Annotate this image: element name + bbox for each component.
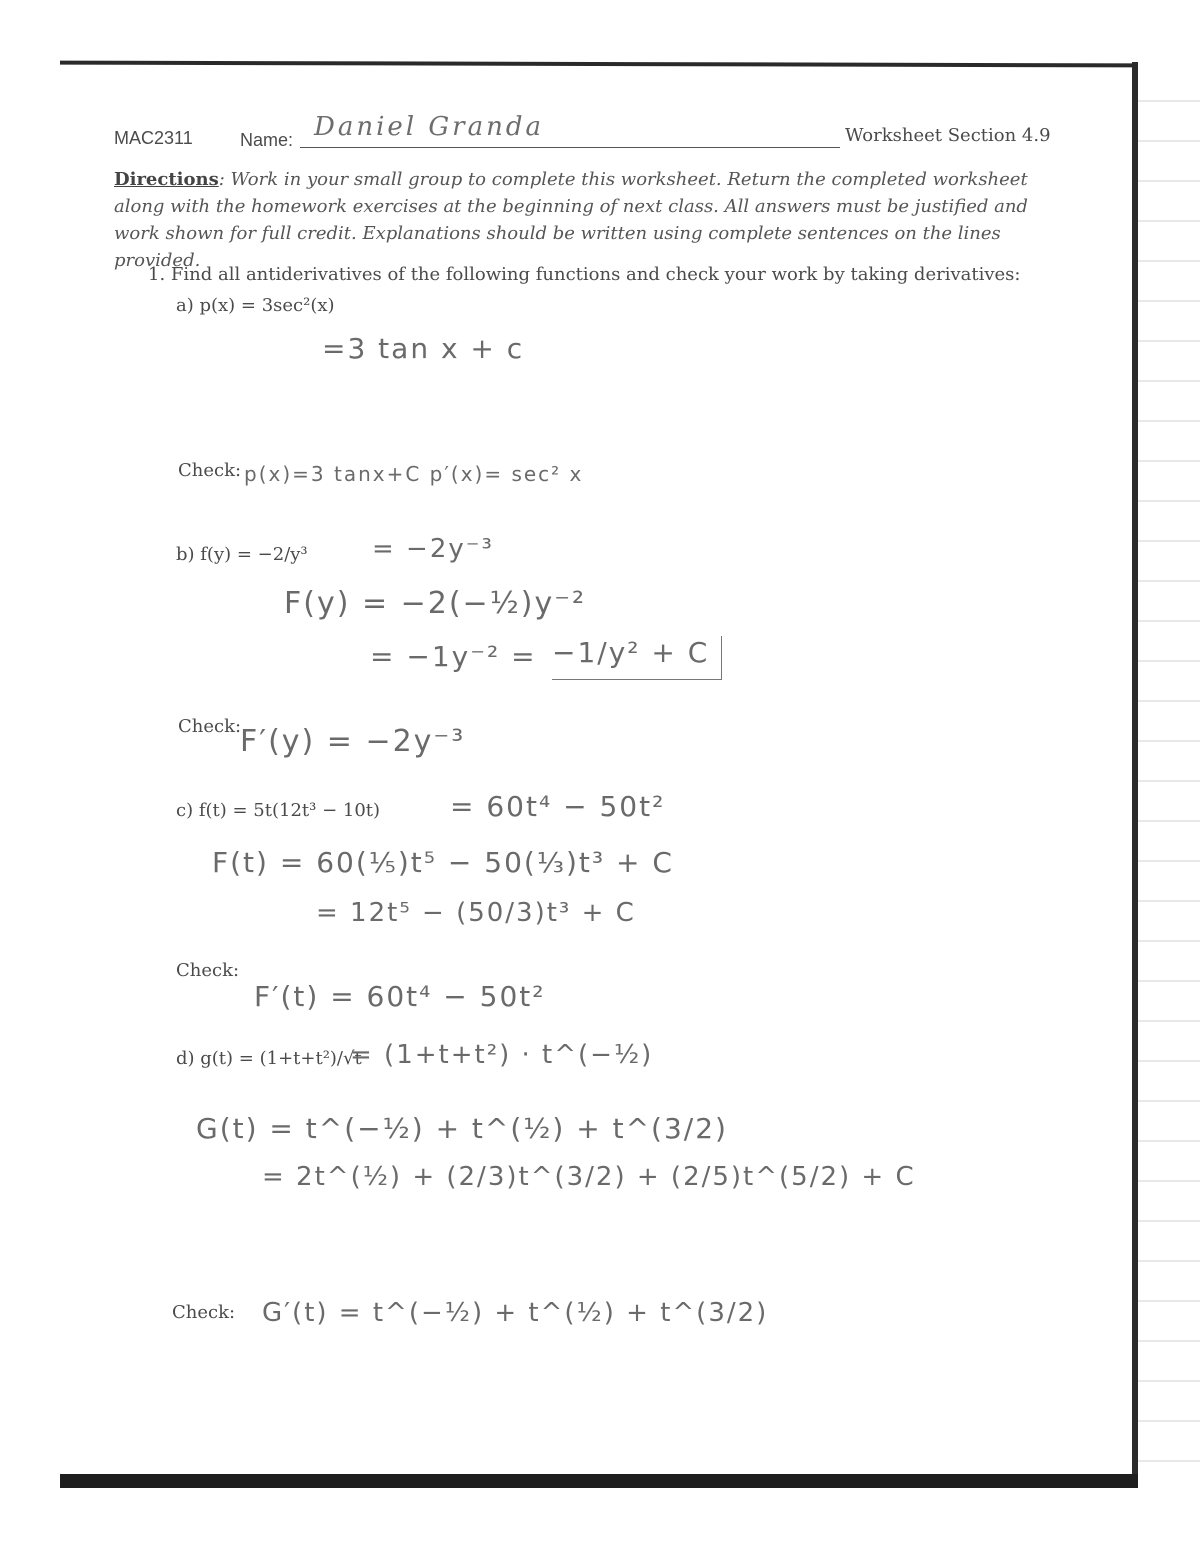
name-label: Name: xyxy=(240,130,294,150)
part-d-work-line-1: = (1+t+t²) · t^(−½) xyxy=(350,1040,654,1070)
part-c-work-line-2: F(t) = 60(⅕)t⁵ − 50(⅓)t³ + C xyxy=(212,846,674,879)
part-d-problem: d) g(t) = (1+t+t²)/√t xyxy=(176,1048,362,1069)
part-b-boxed-answer: −1/y² + C xyxy=(552,636,722,680)
right-margin-texture xyxy=(1138,62,1200,1488)
top-scan-edge xyxy=(60,61,1138,68)
part-b-work-line-3: = −1y⁻² = xyxy=(370,640,537,673)
bottom-scan-edge xyxy=(60,1474,1138,1488)
part-c-check-work: F′(t) = 60t⁴ − 50t² xyxy=(254,980,546,1013)
part-b-check-label: Check: xyxy=(178,716,242,737)
part-d-work-line-3: = 2t^(½) + (2/3)t^(3/2) + (2/5)t^(5/2) + C xyxy=(262,1162,916,1192)
question-1-prompt: 1. Find all antiderivatives of the following functions and check your work by taking derivatives: xyxy=(148,264,1021,285)
part-c-work-line-1: = 60t⁴ − 50t² xyxy=(450,790,666,823)
part-d-check-label: Check: xyxy=(172,1302,236,1323)
part-d-work-line-2: G(t) = t^(−½) + t^(½) + t^(3/2) xyxy=(196,1112,728,1145)
name-underline xyxy=(300,147,840,148)
part-b-work-line-2: F(y) = −2(−½)y⁻² xyxy=(284,586,587,621)
part-c-check-label: Check: xyxy=(176,960,240,981)
directions-label: Directions xyxy=(114,169,219,190)
course-code: MAC2311 xyxy=(114,128,193,148)
directions-paragraph xyxy=(114,166,1054,274)
part-c-work-line-3: = 12t⁵ − (50/3)t³ + C xyxy=(316,898,636,928)
part-b-check-work: F′(y) = −2y⁻³ xyxy=(240,724,466,759)
student-name-handwritten: Daniel Granda xyxy=(314,112,544,142)
part-a-problem: a) p(x) = 3sec²(x) xyxy=(176,295,335,316)
part-b-work-line-1: = −2y⁻³ xyxy=(372,534,494,564)
worksheet-section: Worksheet Section 4.9 xyxy=(845,125,1051,146)
part-b-problem: b) f(y) = −2/y³ xyxy=(176,544,308,565)
directions-text: : Work in your small group to complete this worksheet. Return the completed worksheet along with the homework exercises at the beginning of next class. All answers must be justified and work shown for full credit. Explanations should be written using complete sentences on the lines provided. xyxy=(114,169,1028,271)
part-a-check-label: Check: xyxy=(178,460,242,481)
part-d-check-work: G′(t) = t^(−½) + t^(½) + t^(3/2) xyxy=(262,1298,769,1328)
part-a-check-work: p(x)=3 tanx+C p′(x)= sec² x xyxy=(244,462,584,486)
part-c-problem: c) f(t) = 5t(12t³ − 10t) xyxy=(176,800,381,821)
part-a-work-line-1: =3 tan x + c xyxy=(322,332,525,365)
